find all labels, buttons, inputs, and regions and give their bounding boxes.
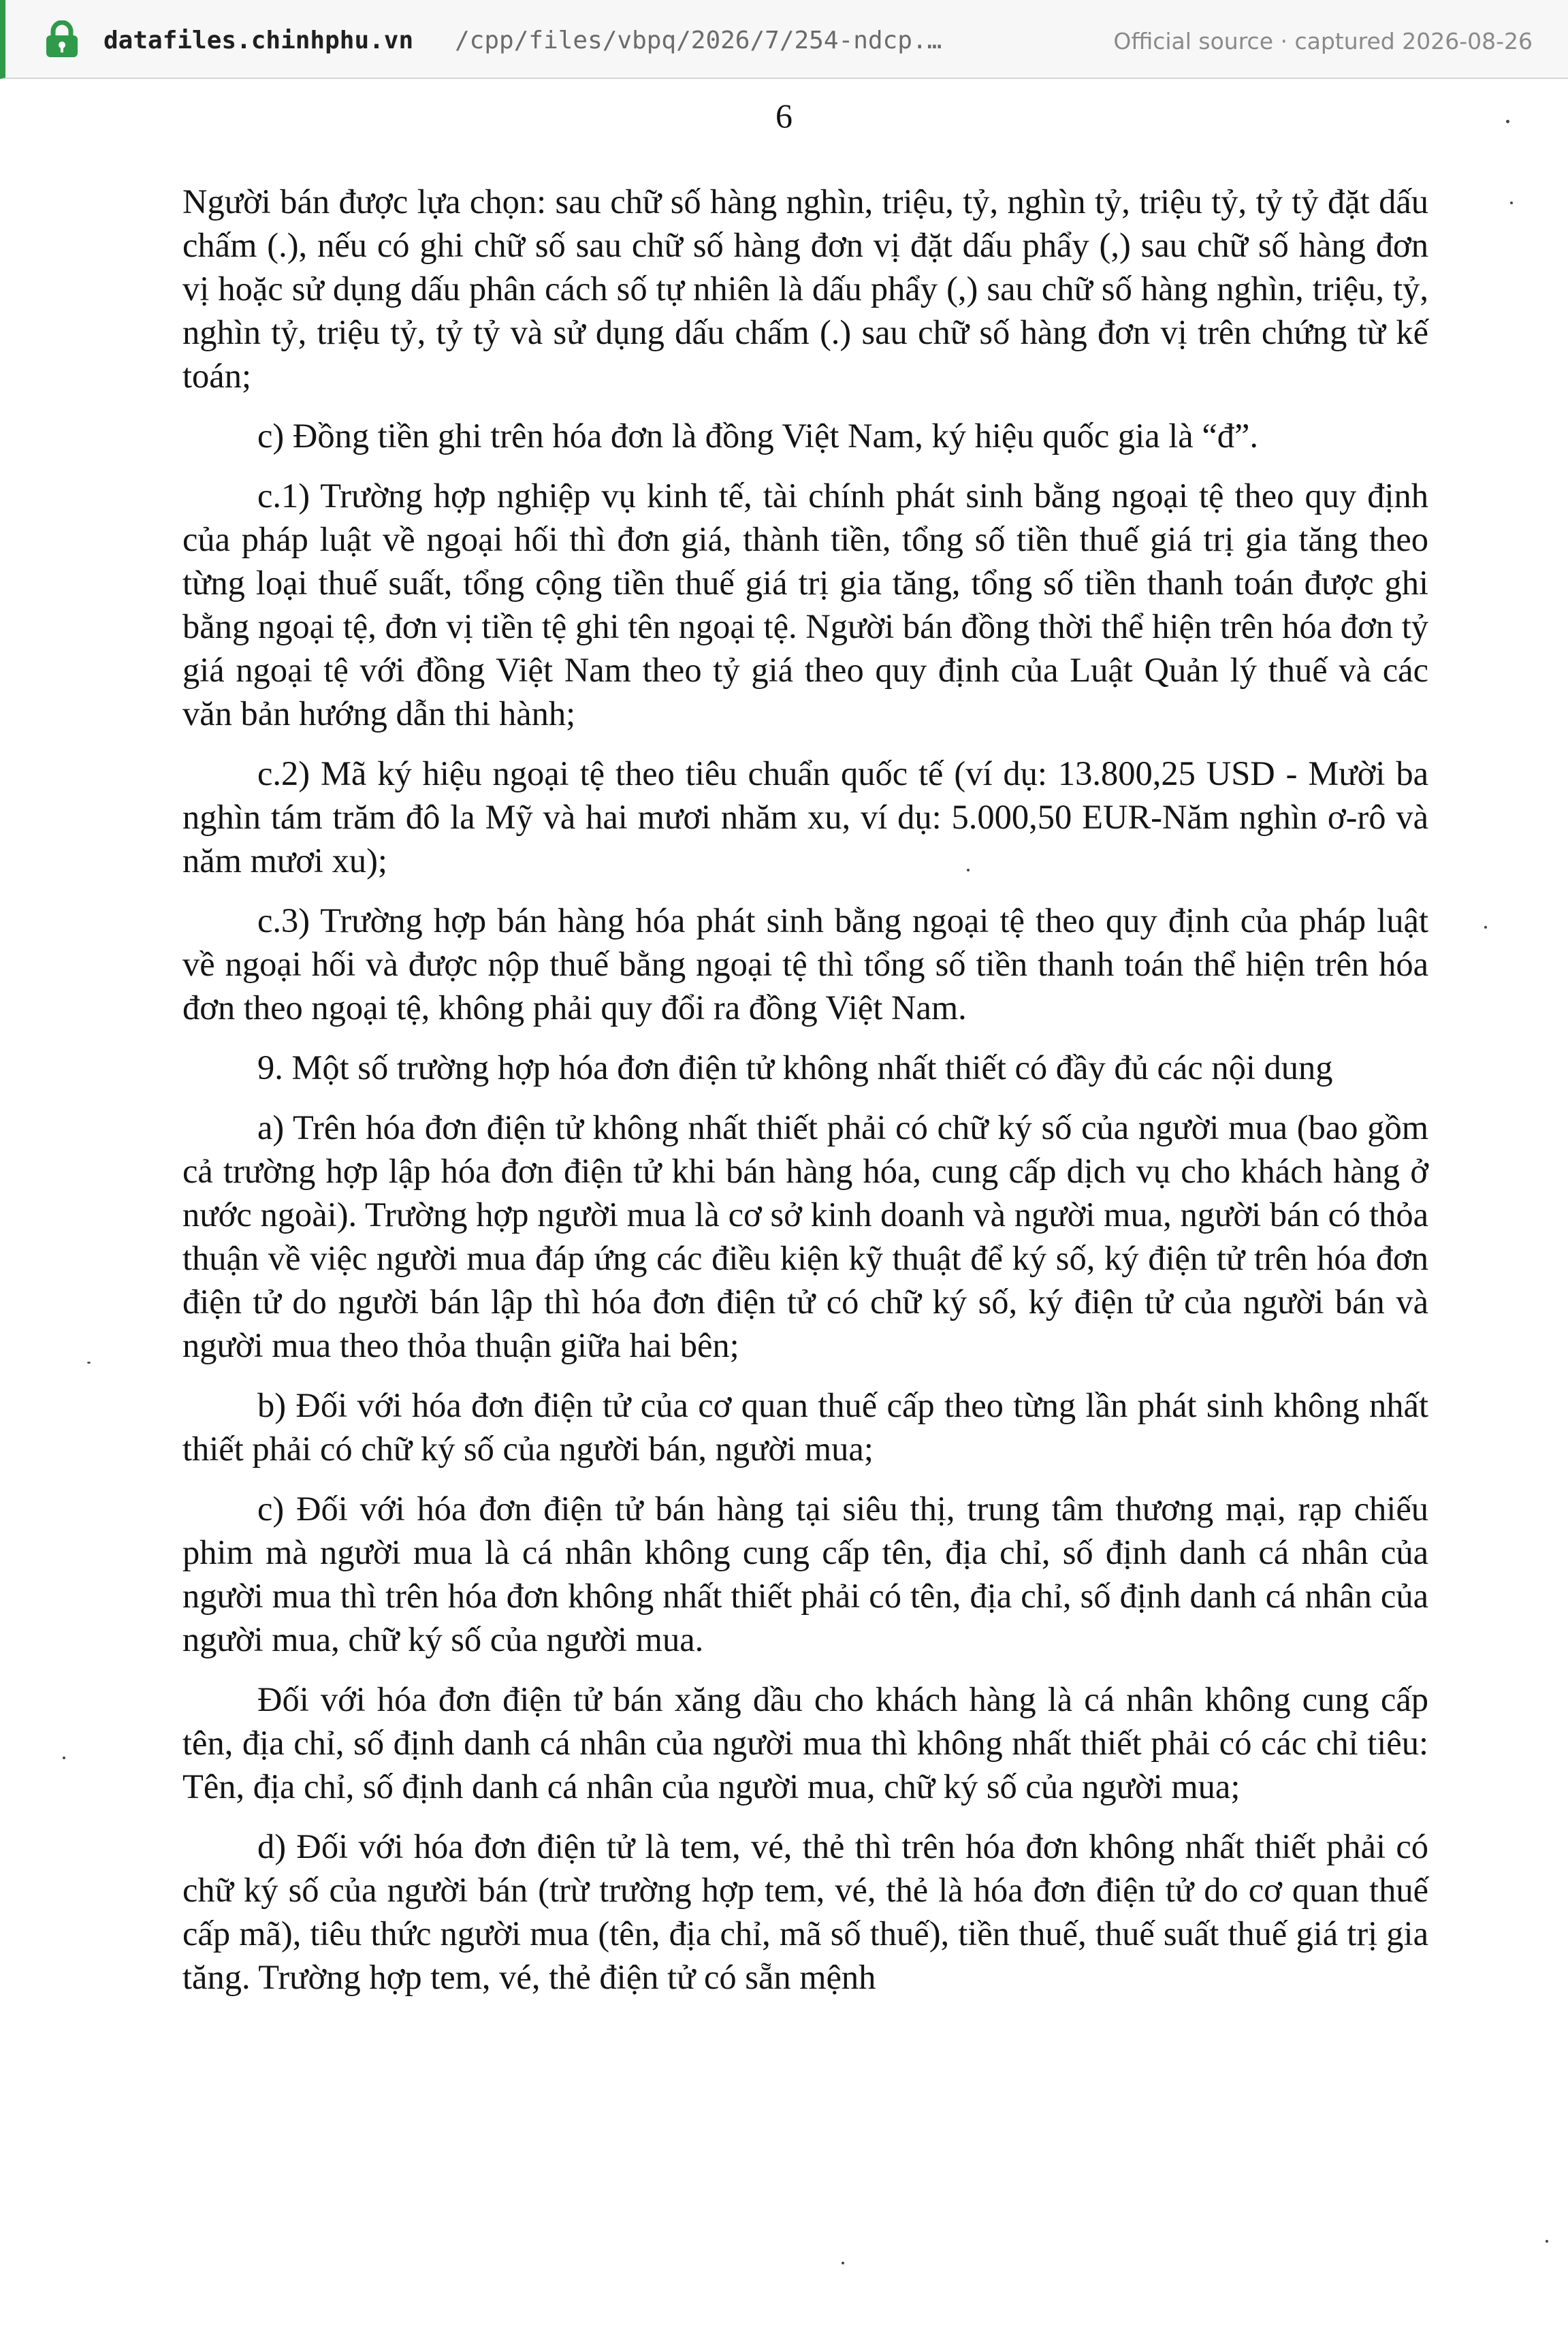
paragraph-c3-foreign-payment: c.3) Trường hợp bán hàng hóa phát sinh bằng ngoại tệ theo quy định của pháp luật về ngoại hối và được nộp thuế bằng ngoại tệ thì tổng số tiền thanh toán thể hiện trên hóa đơn theo ngoại tệ, không phải quy đổi ra đồng Việt Nam. (182, 901, 1428, 1027)
url-path[interactable]: /cpp/files/vbpq/2026/7/254-ndcp.… (455, 27, 942, 54)
scan-speck (967, 869, 970, 871)
browser-address-bar (0, 0, 1568, 79)
scan-speck (1484, 926, 1487, 929)
paragraph-fuel-sales: Đối với hóa đơn điện tử bán xăng dầu cho khách hàng là cá nhân không cung cấp tên, địa chỉ, số định danh cá nhân của người mua thì không nhất thiết phải có các chỉ tiêu: Tên, địa chỉ, số định danh cá nhân của người mua, chữ ký số của người mua; (182, 1680, 1428, 1806)
capture-source-note: Official source · captured 2026-08-26 (1113, 28, 1533, 54)
paragraph-a-buyer-signature: a) Trên hóa đơn điện tử không nhất thiết phải có chữ ký số của người mua (bao gồm cả trường hợp lập hóa đơn điện tử khi bán hàng hóa, cung cấp dịch vụ cho khách hàng ở nước ngoài). Trường hợp người mua là cơ sở kinh doanh và người mua, người bán có thỏa thuận về việc người mua đáp ứng các điều kiện kỹ thuật để ký số, ký điện tử trên hóa đơn điện tử do người bán lập thì hóa đơn điện tử có chữ ký số, ký điện tử của người bán và người mua theo thỏa thuận giữa hai bên; (182, 1108, 1428, 1364)
scan-speck (87, 1362, 91, 1364)
paragraph-c2-currency-code: c.2) Mã ký hiệu ngoại tệ theo tiêu chuẩn quốc tế (ví dụ: 13.800,25 USD - Mười ba nghìn tám trăm đô la Mỹ và hai mươi nhăm xu, ví dụ: 5.000,50 EUR-Năm nghìn ơ-rô và năm mươi xu); (182, 754, 1428, 880)
document-body (182, 180, 1428, 2015)
paragraph-c-currency: c) Đồng tiền ghi trên hóa đơn là đồng Việt Nam, ký hiệu quốc gia là “đ”. (257, 417, 1259, 455)
paragraph-b-tax-authority-invoice: b) Đối với hóa đơn điện tử của cơ quan thuế cấp theo từng lần phát sinh không nhất thiết phải có chữ ký số của người bán, người mua; (182, 1386, 1428, 1468)
paragraph-c-supermarket: c) Đối với hóa đơn điện tử bán hàng tại siêu thị, trung tâm thương mại, rạp chiếu phim mà người mua là cá nhân không cung cấp tên, địa chỉ, số định danh cá nhân của người mua thì trên hóa đơn không nhất thiết phải có tên, địa chỉ, số định danh cá nhân của người mua, chữ ký số của người mua. (182, 1490, 1428, 1658)
paragraph-d-tickets: d) Đối với hóa đơn điện tử là tem, vé, thẻ thì trên hóa đơn không nhất thiết phải có chữ ký số của người bán (trừ trường hợp tem, vé, thẻ là hóa đơn điện tử do cơ quan thuế cấp mã), tiêu thức người mua (tên, địa chỉ, mã số thuế), tiền thuế, thuế suất thuế giá trị gia tăng. Trường hợp tem, vé, thẻ điện tử có sẵn mệnh (182, 1827, 1428, 1996)
paragraph-c1-foreign-currency: c.1) Trường hợp nghiệp vụ kinh tế, tài chính phát sinh bằng ngoại tệ theo quy định của pháp luật về ngoại hối thì đơn giá, thành tiền, tổng số tiền thuế giá trị gia tăng theo từng loại thuế suất, tổng cộng tiền thuế giá trị gia tăng, tổng số tiền thanh toán được ghi bằng ngoại tệ, đơn vị tiền tệ ghi tên ngoại tệ. Người bán đồng thời thể hiện trên hóa đơn tỷ giá ngoại tệ với đồng Việt Nam theo tỷ giá theo quy định của Luật Quản lý thuế và các văn bản hướng dẫn thi hành; (182, 477, 1428, 733)
scan-speck (63, 1757, 65, 1759)
scan-speck (1510, 202, 1513, 204)
paragraph-9-heading: 9. Một số trường hợp hóa đơn điện tử không nhất thiết có đầy đủ các nội dung (257, 1048, 1333, 1087)
scan-speck (1546, 2240, 1548, 2243)
url-domain[interactable]: datafiles.chinhphu.vn (103, 27, 414, 54)
scan-speck (842, 2262, 844, 2264)
scan-speck (1506, 120, 1509, 123)
paragraph-number-format: Người bán được lựa chọn: sau chữ số hàng nghìn, triệu, tỷ, nghìn tỷ, triệu tỷ, tỷ tỷ đặt dấu chấm (.), nếu có ghi chữ số sau chữ số hàng đơn vị đặt dấu phẩy (,) sau chữ số hàng đơn vị hoặc sử dụng dấu phân cách số tự nhiên là dấu phẩy (,) sau chữ số hàng nghìn, triệu, tỷ, nghìn tỷ, triệu tỷ, tỷ tỷ và sử dụng dấu chấm (.) sau chữ số hàng đơn vị trên chứng từ kế toán; (182, 182, 1428, 395)
lock-icon (44, 20, 80, 59)
page-number: 6 (775, 97, 793, 135)
